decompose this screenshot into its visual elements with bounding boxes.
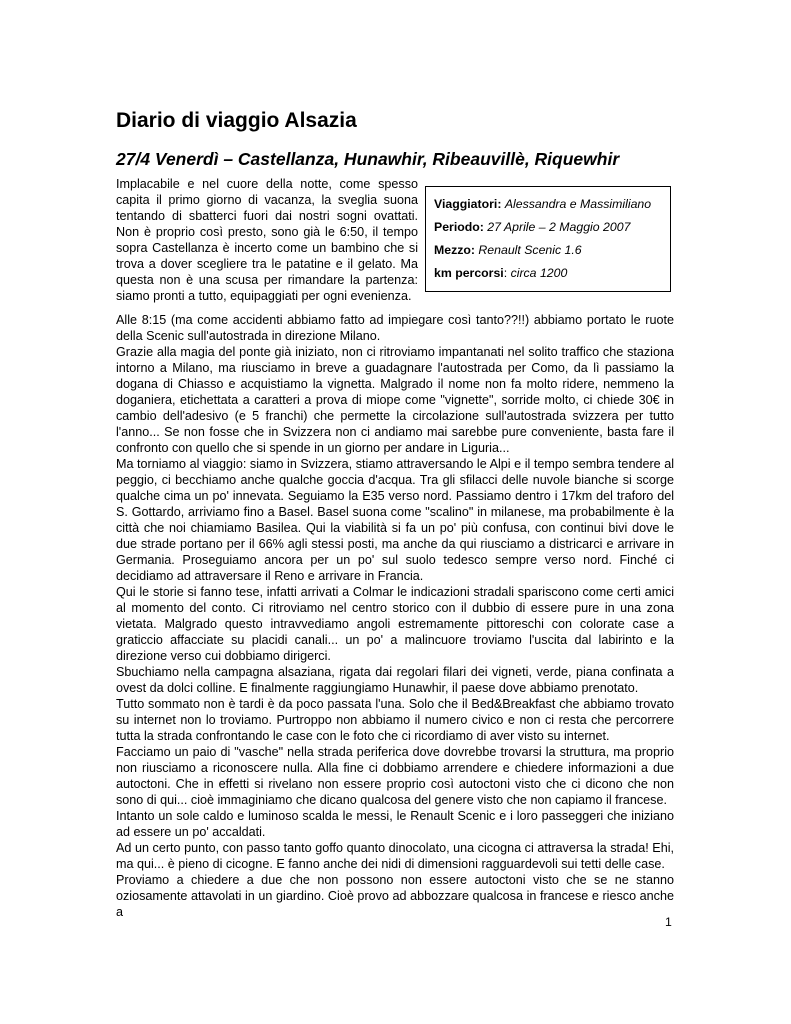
vehicle-value: Renault Scenic 1.6 [478, 243, 582, 257]
km-value: circa 1200 [510, 266, 568, 280]
body-paragraph: Tutto sommato non è tardi è da poco passata l'una. Solo che il Bed&Breakfast che abbiamo trovato su internet non lo troviamo. Purtroppo non abbiamo il numero civico e non ci resta che percorrere tutta la strada confrontando le case con le foto che ci ricordiamo di aver visto su internet. [116, 697, 674, 743]
document-page [116, 108, 674, 920]
travellers-row [434, 193, 670, 216]
page-number: 1 [665, 915, 672, 929]
vehicle-row [434, 239, 670, 262]
body-paragraph: Facciamo un paio di "vasche" nella strada periferica dove dovrebbe trovarsi la struttura, ma proprio non riusciamo a riconoscere nulla. Alla fine ci dobbiamo arrendere e chiedere informazioni a due autoctoni. Che in effetti si rivelano non essere proprio così autoctoni visto che ci dicono che non sono di qui... cioè immaginiamo che dicano qualcosa del genere visto che non capiamo il francese. [116, 745, 674, 807]
intro-paragraph: Implacabile e nel cuore della notte, come spesso capita il primo giorno di vacanza, la sveglia suona tentando di sbatterci fuori dai nostri sogni ovattati. Non è proprio così presto, sono già le 6:50, il tempo sopra Castellanza è incerto come un bambino che si trova a dover scegliere tra le patatine e il gelato. Ma questa non è una scusa per rimandare la partenza: siamo pronti a tutto, equipaggiati per ogni evenienza. [116, 177, 418, 303]
intro-section [116, 176, 674, 312]
document-title: Diario di viaggio Alsazia [116, 109, 357, 132]
travellers-label: Viaggiatori: [434, 197, 502, 211]
body-paragraph: Proviamo a chiedere a due che non possono non essere autoctoni visto che se ne stanno oziosamente attavolati in un giardino. Cioè provo ad abbozzare qualcosa in francese e riesco anche a [116, 873, 674, 919]
km-row [434, 262, 670, 285]
km-separator: : [503, 266, 511, 280]
body-paragraph: Ad un certo punto, con passo tanto goffo quanto dinocolato, una cicogna ci attraversa la strada! Ehi, ma qui... è pieno di cicogne. E fanno anche dei nidi di dimensioni ragguardevoli sui tetti delle case. [116, 841, 674, 871]
body-paragraph: Grazie alla magia del ponte già iniziato, non ci ritroviamo impantanati nel solito traffico che staziona intorno a Milano, ma riusciamo in breve a guadagnare l'autostrada per Como, da lì passiamo la dogana di Chiasso e acquistiamo la vignetta. Malgrado il nome non fa molto ridere, nemmeno la doganiera, etichettata a caratteri a prova di miope come "vignette", sorride molto, ci chiede 30€ in cambio dell'adesivo (e 5 franchi) che permette la circolazione sull'autostrada svizzera per tutto l'anno... Se non fosse che in Svizzera non ci andiamo mai sarebbe pure conveniente, basta fare il confronto con quello che si spende in un giorno per andare in Liguria... [116, 345, 674, 455]
body-paragraph: Qui le storie si fanno tese, infatti arrivati a Colmar le indicazioni stradali spariscono come certi amici al momento del conto. Ci ritroviamo nel centro storico con il dubbio di essere pure in una zona vietata. Malgrado questo intravvediamo angoli estremamente pittoreschi con colorate case a graticcio affacciate su placidi canali... un po' a malincuore troviamo l'uscita dal labirinto e la direzione verso cui dobbiamo dirigerci. [116, 585, 674, 663]
trip-info-box [425, 186, 671, 292]
body-paragraph: Alle 8:15 (ma come accidenti abbiamo fatto ad impiegare così tanto??!!) abbiamo portato le ruote della Scenic sull'autostrada in direzione Milano. [116, 313, 674, 343]
day-heading: 27/4 Venerdì – Castellanza, Hunawhir, Ribeauvillè, Riquewhir [116, 149, 620, 169]
period-label: Periodo: [434, 220, 484, 234]
km-label: km percorsi [434, 266, 504, 280]
period-value: 27 Aprile – 2 Maggio 2007 [487, 220, 631, 234]
body-paragraph: Ma torniamo al viaggio: siamo in Svizzera, stiamo attraversando le Alpi e il tempo sembra tendere al peggio, ci becchiamo anche qualche goccia d'acqua. Tra gli sfilacci delle nuvole bianche si scorge qualche cima un po' innevata. Seguiamo la E35 verso nord. Passiamo dentro i 17km del traforo del S. Gottardo, arriviamo fino a Basel. Basel suona come "scalino" in milanese, ma probabilmente è la città che noi chiamiamo Basilea. Qui la viabilità si fa un po' più confusa, con continui bivi dove le due strade portano per il 66% agli stessi posti, ma anche da qui riusciamo a districarci e arrivare in Germania. Proseguiamo ancora per un po' sul suolo tedesco sempre verso nord. Finché ci decidiamo ad attraversare il Reno e arrivare in Francia. [116, 457, 674, 583]
body-paragraph: Intanto un sole caldo e luminoso scalda le messi, le Renault Scenic e i loro passeggeri che iniziano ad essere un po' accaldati. [116, 809, 674, 839]
travellers-value: Alessandra e Massimiliano [504, 197, 652, 211]
period-row [434, 216, 670, 239]
body-paragraph: Sbuchiamo nella campagna alsaziana, rigata dai regolari filari dei vigneti, verde, piana confinata a ovest da dolci colline. E finalmente raggiungiamo Hunawhir, il paese dove abbiamo prenotato. [116, 665, 674, 695]
vehicle-label: Mezzo: [434, 243, 475, 257]
